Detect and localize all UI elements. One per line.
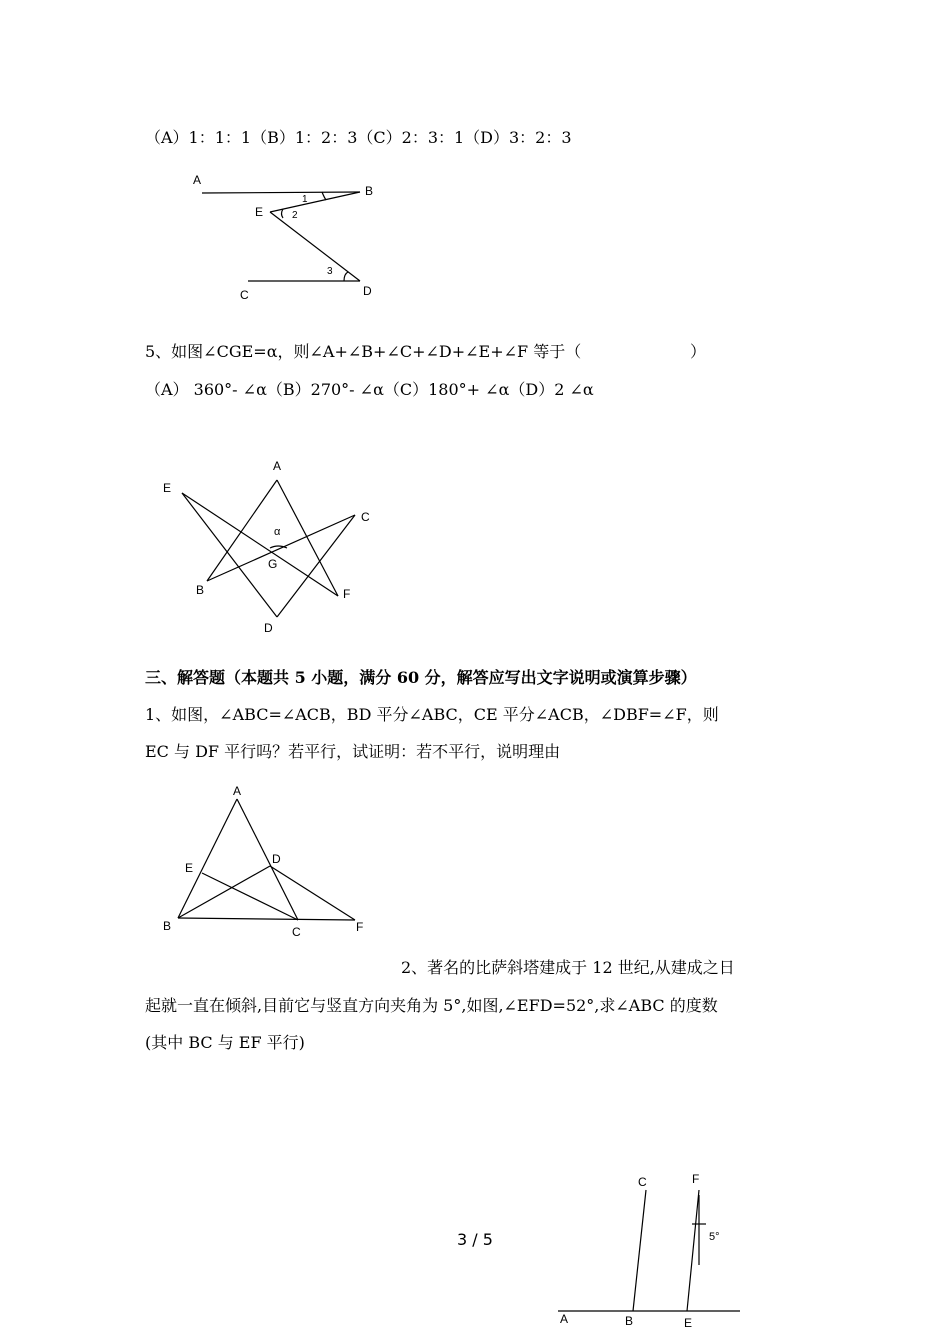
label-c: C [361,510,370,524]
label-angle-2: 2 [292,210,298,221]
label-d: D [272,852,281,866]
q5-options: （A） 360°- ∠α（B）270°- ∠α（C）180°+ ∠α（D）2 ∠α [145,380,594,399]
label-b: B [365,184,374,198]
q4-options: （A）1：1：1（B）1：2：3（C）2：3：1（D）3：2：3 [145,128,572,147]
page-number: 3 / 5 [457,1230,493,1249]
label-b: B [163,919,172,933]
q2-line3: (其中 BC 与 EF 平行) [145,1033,305,1052]
label-c: C [638,1175,647,1189]
section3-heading: 三、解答题（本题共 5 小题，满分 60 分，解答应写出文字说明或演算步骤） [145,668,697,687]
label-f: F [692,1172,700,1186]
label-a: A [273,459,282,473]
q2-line1: 2、著名的比萨斜塔建成于 12 世纪,从建成之日 [401,958,735,977]
label-5-degree: 5° [709,1231,720,1243]
label-b: B [196,583,205,597]
label-e: E [163,481,172,495]
label-f: F [343,587,351,601]
label-f: F [356,920,364,934]
label-e: E [255,205,264,219]
q1-line1: 1、如图，∠ABC=∠ACB，BD 平分∠ABC，CE 平分∠ACB，∠DBF=∠F，则 [145,705,719,724]
label-angle-1: 1 [302,194,308,205]
label-a: A [233,784,242,798]
label-c: C [240,288,249,302]
label-e: E [185,861,194,875]
label-a: A [560,1312,569,1326]
q1-line2: EC 与 DF 平行吗？若平行，试证明：若不平行，说明理由 [145,742,561,761]
label-b: B [625,1314,634,1328]
label-d: D [363,284,372,298]
label-a: A [193,173,202,187]
q5-close-paren: ） [690,342,707,361]
label-alpha: α [274,526,281,538]
label-c: C [292,925,301,939]
q2-line2: 起就一直在倾斜,目前它与竖直方向夹角为 5°,如图,∠EFD=52°,求∠ABC 的度数 [145,996,718,1015]
q5-stem-text: 5、如图∠CGE=α，则∠A+∠B+∠C+∠D+∠E+∠F 等于（ [145,342,582,361]
line-ef [687,1190,699,1311]
label-g: G [268,557,278,571]
label-d: D [264,621,273,635]
label-angle-3: 3 [327,266,333,277]
label-e: E [684,1316,693,1330]
line-bc [633,1190,646,1311]
